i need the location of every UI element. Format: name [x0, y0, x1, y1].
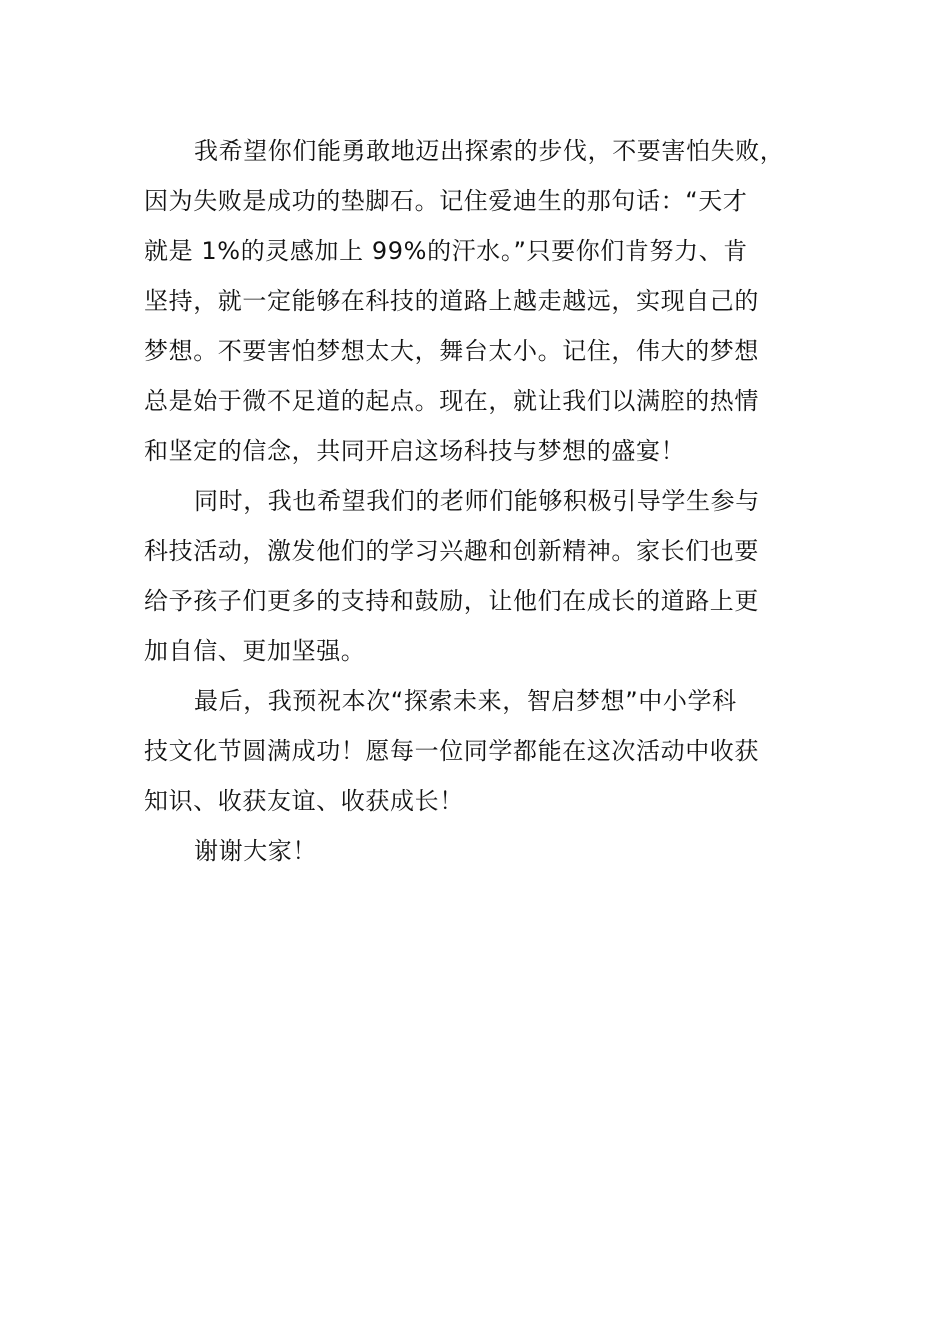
paragraph-line: 坚持，就一定能够在科技的道路上越走越远，实现自己的 [144, 287, 759, 315]
paragraph-line: 和坚定的信念，共同开启这场科技与梦想的盛宴！ [144, 437, 686, 465]
paragraph-line: 因为失败是成功的垫脚石。记住爱迪生的那句话：“天才 [144, 187, 748, 215]
paragraph [144, 676, 816, 826]
paragraph-line: 给予孩子们更多的支持和鼓励，让他们在成长的道路上更 [144, 587, 759, 615]
document-body [144, 126, 816, 876]
paragraph-line: 我希望你们能勇敢地迈出探索的步伐，不要害怕失败， [194, 137, 785, 165]
paragraph-line: 最后，我预祝本次“探索未来，智启梦想”中小学科 [194, 687, 737, 715]
paragraph [144, 476, 816, 676]
paragraph-line: 加自信、更加坚强。 [144, 637, 366, 665]
paragraph [144, 826, 816, 876]
paragraph-line: 同时，我也希望我们的老师们能够积极引导学生参与 [194, 487, 760, 515]
paragraph [144, 126, 816, 476]
paragraph-line: 总是始于微不足道的起点。现在，就让我们以满腔的热情 [144, 387, 759, 415]
paragraph-line: 科技活动，激发他们的学习兴趣和创新精神。家长们也要 [144, 537, 759, 565]
paragraph-line: 技文化节圆满成功！愿每一位同学都能在这次活动中收获 [144, 737, 759, 765]
paragraph-line: 知识、收获友谊、收获成长！ [144, 787, 464, 815]
paragraph-line: 谢谢大家！ [194, 837, 317, 865]
paragraph-line: 就是 1%的灵感加上 99%的汗水。”只要你们肯努力、肯 [144, 237, 748, 265]
paragraph-line: 梦想。不要害怕梦想太大，舞台太小。记住，伟大的梦想 [144, 337, 759, 365]
